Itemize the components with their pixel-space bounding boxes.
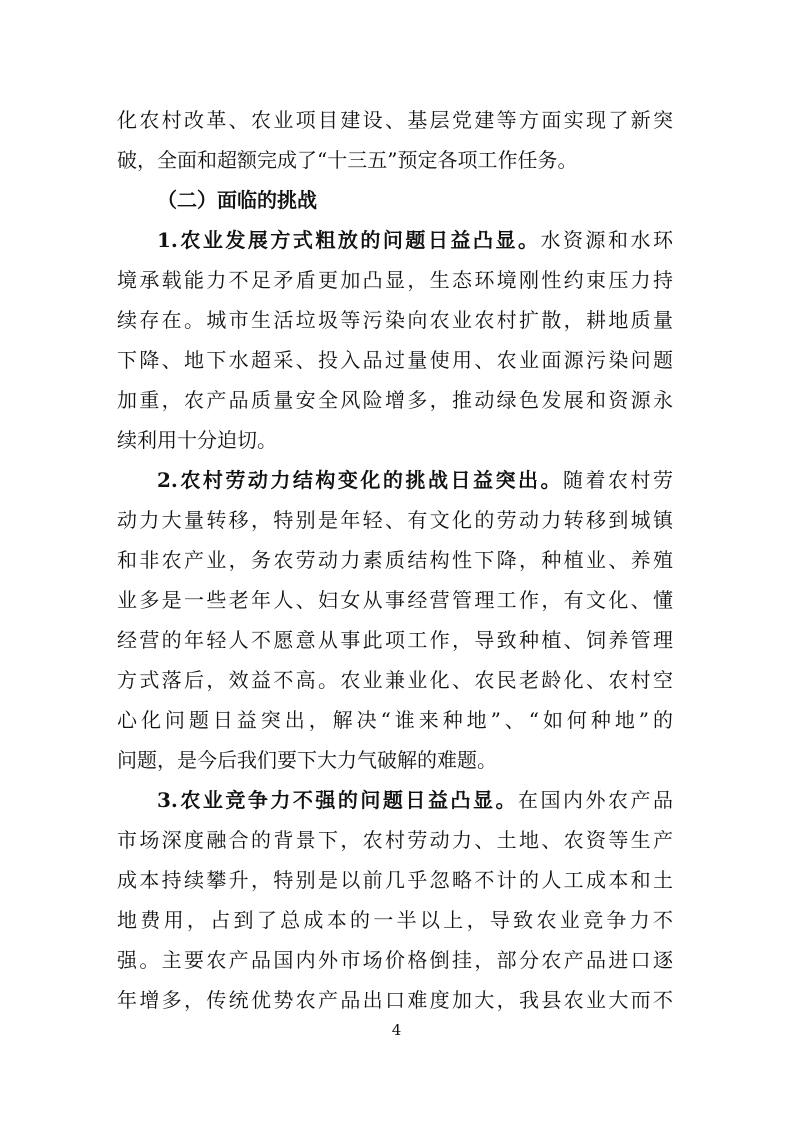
text-line bbox=[117, 500, 673, 540]
text-segment: 破，全面和超额完成了“十三五”预定各项工作任务。 bbox=[117, 148, 578, 172]
text-line bbox=[117, 380, 673, 420]
text-segment: 心化问题日益突出，解决“谁来种地”、“如何种地”的 bbox=[117, 708, 673, 732]
text-line bbox=[117, 580, 673, 620]
text-segment: 经营的年轻人不愿意从事此项工作，导致种植、饲养管理 bbox=[117, 628, 673, 652]
text-line bbox=[117, 220, 673, 260]
text-segment: 年增多，传统优势农产品出口难度加大，我县农业大而不 bbox=[117, 988, 673, 1012]
text-line bbox=[117, 340, 673, 380]
text-segment: 续存在。城市生活垃圾等污染向农业农村扩散，耕地质量 bbox=[117, 308, 673, 332]
text-segment: 问题，是今后我们要下大力气破解的难题。 bbox=[117, 748, 497, 772]
text-line bbox=[117, 300, 673, 340]
text-segment: 水资源和水环 bbox=[540, 228, 673, 252]
heading-segment: 2.农村劳动力结构变化的挑战日益突出。 bbox=[157, 468, 563, 492]
text-line bbox=[117, 900, 673, 940]
text-segment: 随着农村劳 bbox=[562, 468, 673, 492]
text-line bbox=[117, 180, 673, 220]
text-segment: 业多是一些老年人、妇女从事经营管理工作，有文化、懂 bbox=[117, 588, 673, 612]
text-line bbox=[117, 700, 673, 740]
text-segment: 化农村改革、农业项目建设、基层党建等方面实现了新突 bbox=[117, 108, 673, 132]
text-line bbox=[117, 980, 673, 1020]
text-segment: 续利用十分迫切。 bbox=[117, 428, 277, 452]
text-line bbox=[117, 740, 673, 780]
text-line bbox=[117, 940, 673, 980]
text-segment: 动力大量转移，特别是年轻、有文化的劳动力转移到城镇 bbox=[117, 508, 673, 532]
text-line bbox=[117, 780, 673, 820]
text-line bbox=[117, 460, 673, 500]
heading-segment: （二）面临的挑战 bbox=[157, 188, 317, 212]
text-line bbox=[117, 860, 673, 900]
text-segment: 下降、地下水超采、投入品过量使用、农业面源污染问题 bbox=[117, 348, 673, 372]
text-line bbox=[117, 660, 673, 700]
page-number: 4 bbox=[391, 1021, 402, 1039]
text-segment: 成本持续攀升，特别是以前几乎忽略不计的人工成本和土 bbox=[117, 868, 673, 892]
text-segment: 强。主要农产品国内外市场价格倒挂，部分农产品进口逐 bbox=[117, 948, 673, 972]
text-segment: 和非农产业，务农劳动力素质结构性下降，种植业、养殖 bbox=[117, 548, 673, 572]
text-line bbox=[117, 140, 673, 180]
text-line bbox=[117, 620, 673, 660]
document-body bbox=[117, 100, 673, 1020]
text-line bbox=[117, 820, 673, 860]
heading-segment: 3.农业竞争力不强的问题日益凸显。 bbox=[157, 788, 518, 812]
text-segment: 方式落后，效益不高。农业兼业化、农民老龄化、农村空 bbox=[117, 668, 673, 692]
text-segment: 境承载能力不足矛盾更加凸显，生态环境刚性约束压力持 bbox=[117, 268, 673, 292]
text-line bbox=[117, 540, 673, 580]
text-segment: 在国内外农产品 bbox=[517, 788, 673, 812]
text-line bbox=[117, 420, 673, 460]
text-segment: 市场深度融合的背景下，农村劳动力、土地、农资等生产 bbox=[117, 828, 673, 852]
text-segment: 加重，农产品质量安全风险增多，推动绿色发展和资源永 bbox=[117, 388, 673, 412]
text-segment: 地费用，占到了总成本的一半以上，导致农业竞争力不 bbox=[117, 908, 673, 932]
heading-segment: 1.农业发展方式粗放的问题日益凸显。 bbox=[157, 228, 541, 252]
text-line bbox=[117, 260, 673, 300]
text-line bbox=[117, 100, 673, 140]
